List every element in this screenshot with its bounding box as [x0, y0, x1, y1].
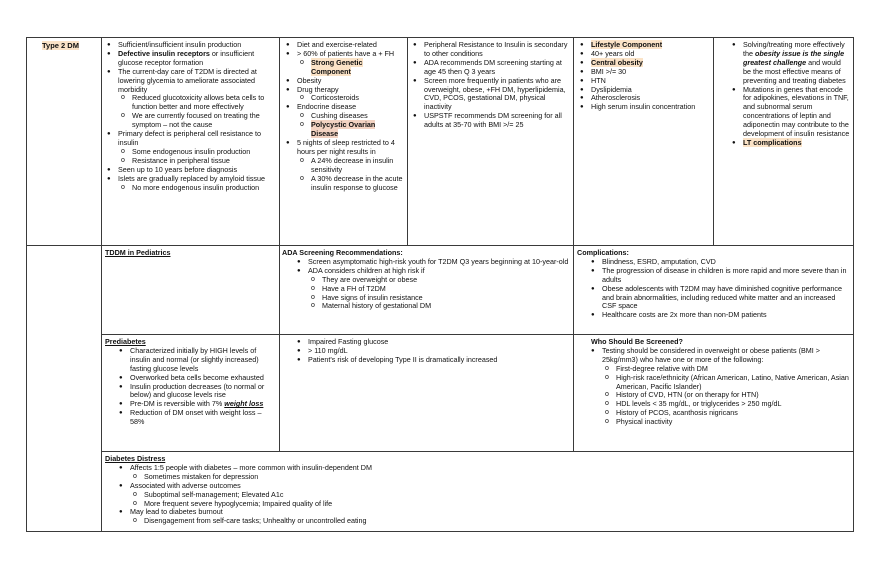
list-subitem: o A 30% decrease in the acute insulin response to glucose	[311, 175, 403, 193]
list-item: ● 40+ years old	[591, 50, 709, 59]
row-divider-3	[101, 451, 854, 452]
list-subitem: o Disengagement from self-care tasks; Unhealthy or uncontrolled eating	[144, 517, 565, 526]
col-divider-d	[573, 37, 574, 452]
list-item: ● Healthcare costs are 2x more than non-DM patients	[602, 311, 849, 320]
list-item: ● > 110 mg/dL	[308, 347, 570, 356]
list-item: ● Impaired Fasting glucose	[308, 338, 570, 347]
list-item: ● Associated with adverse outcomes o Suboptimal self-management; Elevated A1c o More frequent severe hypoglycemia; Impaired quality of life	[130, 482, 565, 509]
list-item: ● May lead to diabetes burnout o Disengagement from self-care tasks; Unhealthy or uncontrolled eating	[130, 508, 565, 526]
distress-title: Diabetes Distress	[105, 454, 166, 463]
list-subitem: o High-risk race/ethnicity (African American, Latino, Native American, Asian American, Pacific Islander)	[616, 374, 849, 392]
list-subitem: o They are overweight or obese	[322, 276, 570, 285]
list-subitem: o HDL levels < 35 mg/dL, or triglycerides > 250 mg/dL	[616, 400, 849, 409]
list-item: ● Testing should be considered in overweight or obese patients (BMI > 25kg/mm3) who have one or more of the following: o First-degree relative with DM o High-risk race/ethnicity (African American, Latino, Native American, Asian American, Pacific Islander) o History of CVD, HTN (or on therapy for HTN) o HDL levels < 35 mg/dL, or triglycerides > 250 mg/dL o History of PCOS, acanthosis nigricans o Physical inactivity	[602, 347, 849, 427]
list-item: ● ADA recommends DM screening starting at age 45 then Q 3 years	[424, 59, 570, 77]
list-subitem: o Sometimes mistaken for depression	[144, 473, 565, 482]
list-subitem: o More frequent severe hypoglycemia; Impaired quality of life	[144, 500, 565, 509]
col-divider-a	[101, 37, 102, 532]
list-item: ● Obese adolescents with T2DM may have diminished cognitive performance and brain abnormalities, including reduced white matter and an increased CSF space	[602, 285, 849, 312]
list-item: ● Characterized initially by HIGH levels of insulin and normal (or slightly increased) fasting glucose levels	[130, 347, 275, 374]
list-subitem: o Suboptimal self-management; Elevated A1c	[144, 491, 565, 500]
row-divider-1	[26, 245, 854, 246]
list-item: ● Mutations in genes that encode for adipokines, elevations in TNF, and subnormal serum concentrations of leptin and adiponectin may contribute to the development of insulin resistance	[743, 86, 850, 139]
list-item: ● Diet and exercise-related	[297, 41, 403, 50]
list-item: ● The current-day care of T2DM is directed at lowering glycemia to ameliorate associated morbidity o Reduced glucotoxicity allows beta cells to function better and more effectively o We are currently focused on treating the symptom – not the cause	[118, 68, 274, 130]
list-item: ● Patient's risk of developing Type II is dramatically increased	[308, 356, 570, 365]
list-subitem: o Have signs of insulin resistance	[322, 294, 570, 303]
list-subitem: o A 24% decrease in insulin sensitivity	[311, 157, 403, 175]
complications-title: Complications:	[577, 248, 629, 257]
list-subitem: o History of PCOS, acanthosis nigricans	[616, 409, 849, 418]
list-item: ● Peripheral Resistance to Insulin is secondary to other conditions	[424, 41, 570, 59]
type2-obesity-notes	[729, 41, 850, 148]
row-divider-2	[101, 334, 854, 335]
list-item: ● Overworked beta cells become exhausted	[130, 374, 275, 383]
list-item: ● The progression of disease in children is more rapid and more severe than in adults	[602, 267, 849, 285]
list-item: ● Solving/treating more effectively the obesity issue is the single greatest challenge and would be the most effective means of preventing and treating diabetes	[743, 41, 850, 86]
list-subitem: o Maternal history of gestational DM	[322, 302, 570, 311]
list-subitem: o Physical inactivity	[616, 418, 849, 427]
list-item: ● Atherosclerosis	[591, 94, 709, 103]
list-item: ● Pre-DM is reversible with 7% weight loss	[130, 400, 275, 409]
prediabetes-lab-values	[282, 338, 570, 365]
list-item: ● Central obesity	[591, 59, 709, 68]
list-subitem: o Strong Genetic Component	[311, 59, 403, 77]
table-border-left	[26, 37, 27, 532]
table-border-right	[853, 37, 854, 532]
complications-section	[577, 249, 849, 320]
type2-pathophysiology	[104, 41, 274, 192]
ada-screening-title: ADA Screening Recommendations:	[282, 248, 403, 257]
list-item: ● Lifestyle Component	[591, 41, 709, 50]
list-item: ● Seen up to 10 years before diagnosis	[118, 166, 274, 175]
prediabetes-section	[105, 338, 275, 427]
list-subitem: o First-degree relative with DM	[616, 365, 849, 374]
type2-label-cell	[42, 42, 79, 51]
list-item: ● > 60% of patients have a + FH o Strong Genetic Component	[297, 50, 403, 77]
list-item: ● Reduction of DM onset with weight loss – 58%	[130, 409, 275, 427]
list-item: ● Drug therapy o Corticosteroids	[297, 86, 403, 104]
screening-section	[577, 338, 849, 427]
type2-label: Type 2 DM	[42, 41, 79, 50]
type2-risk-factors	[283, 41, 403, 192]
list-item: ● USPSTF recommends DM screening for all adults at 35-70 with BMI >/= 25	[424, 112, 570, 130]
list-item: ● Sufficient/insufficient insulin production	[118, 41, 274, 50]
list-item: ● Islets are gradually replaced by amyloid tissue o No more endogenous insulin production	[118, 175, 274, 193]
col-divider-e	[713, 37, 714, 245]
table-border-top	[26, 37, 854, 38]
type2-risk-list	[577, 41, 709, 112]
list-item: ● Affects 1:5 people with diabetes – more common with insulin-dependent DM o Sometimes mistaken for depression	[130, 464, 565, 482]
list-subitem: o Reduced glucotoxicity allows beta cells to function better and more effectively	[132, 94, 274, 112]
ada-screening-section	[282, 249, 570, 311]
distress-section	[105, 455, 565, 526]
list-item: ● Obesity	[297, 77, 403, 86]
table-border-bottom	[26, 531, 854, 532]
list-subitem: o Polycystic Ovarian Disease	[311, 121, 403, 139]
list-item: ● Defective insulin receptors or insufficient glucose receptor formation	[118, 50, 274, 68]
list-item: ● Insulin production decreases (to normal or below) and glucose levels rise	[130, 383, 275, 401]
list-item: ● HTN	[591, 77, 709, 86]
list-item: ● Blindness, ESRD, amputation, CVD	[602, 258, 849, 267]
pediatrics-title: TDDM in Pediatrics	[105, 248, 171, 257]
list-subitem: o We are currently focused on treating the symptom – not the cause	[132, 112, 274, 130]
list-item: ● Screen more frequently in patients who are overweight, obese, +FH DM, hyperlipidemia, CVD, PCOS, gestational DM, physical inactivity	[424, 77, 570, 113]
list-item: ● Dyslipidemia	[591, 86, 709, 95]
list-subitem: o Resistance in peripheral tissue	[132, 157, 274, 166]
list-item: ● Endocrine disease o Cushing diseases o Polycystic Ovarian Disease	[297, 103, 403, 139]
list-subitem: o Corticosteroids	[311, 94, 403, 103]
list-item: ● ADA considers children at high risk if o They are overweight or obese o Have a FH of T2DM o Have signs of insulin resistance o Maternal history of gestational DM	[308, 267, 570, 312]
prediabetes-title: Prediabetes	[105, 337, 146, 346]
col-divider-b	[279, 37, 280, 452]
screening-title: Who Should Be Screened?	[591, 337, 683, 346]
list-subitem: o Cushing diseases	[311, 112, 403, 121]
list-subitem: o No more endogenous insulin production	[132, 184, 274, 193]
list-subitem: o History of CVD, HTN (or on therapy for HTN)	[616, 391, 849, 400]
col-divider-c	[407, 37, 408, 245]
list-item: ● High serum insulin concentration	[591, 103, 709, 112]
list-item: ● 5 nights of sleep restricted to 4 hours per night results in o A 24% decrease in insulin sensitivity o A 30% decrease in the acute insulin response to glucose	[297, 139, 403, 192]
list-item: ● BMI >/= 30	[591, 68, 709, 77]
list-item: ● Screen asymptomatic high-risk youth for T2DM Q3 years beginning at 10-year-old	[308, 258, 570, 267]
list-item: ● LT complications	[743, 139, 850, 148]
type2-screening	[410, 41, 570, 130]
list-subitem: o Some endogenous insulin production	[132, 148, 274, 157]
list-subitem: o Have a FH of T2DM	[322, 285, 570, 294]
list-item: ● Primary defect is peripheral cell resistance to insulin o Some endogenous insulin production o Resistance in peripheral tissue	[118, 130, 274, 166]
